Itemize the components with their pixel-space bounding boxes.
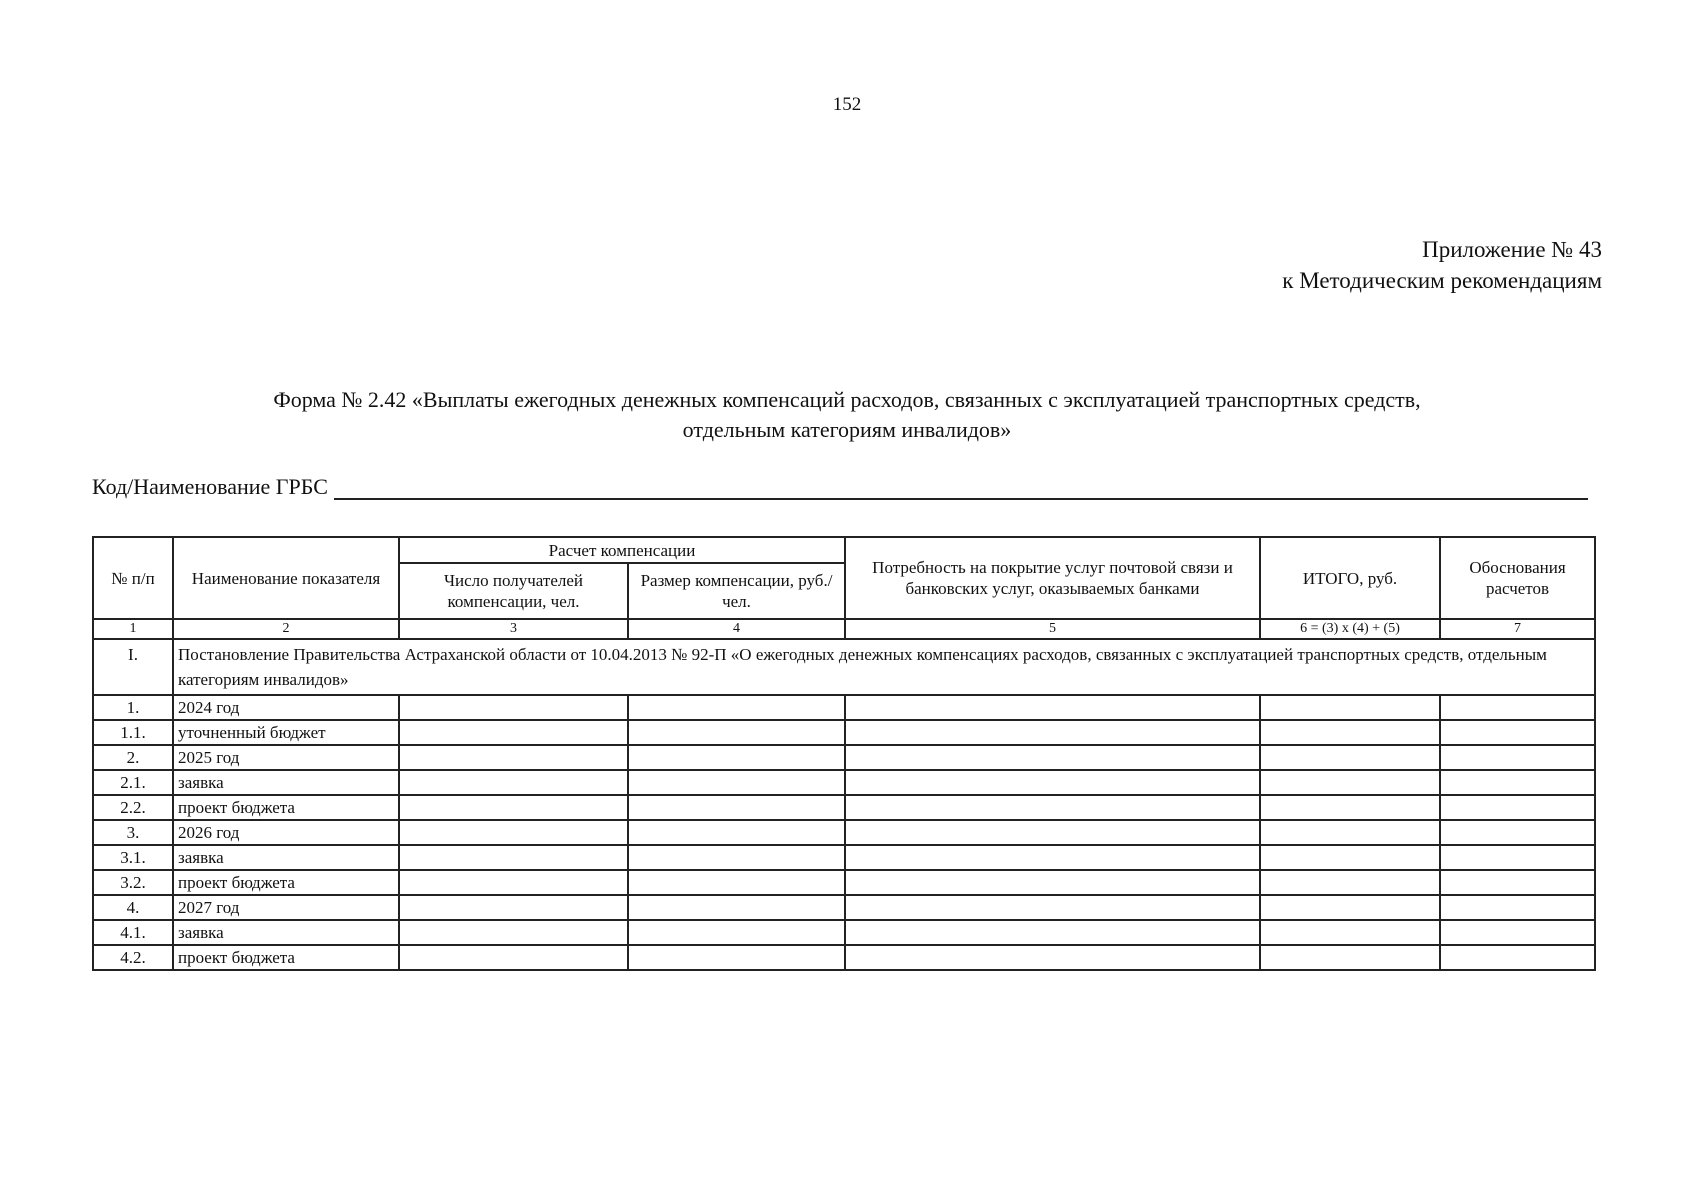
row-indicator-name: проект бюджета: [173, 945, 399, 970]
total-cell[interactable]: [1260, 870, 1440, 895]
table-row: [93, 945, 1595, 970]
grbs-field: [92, 474, 1588, 500]
table-row: [93, 695, 1595, 720]
row-number: 3.: [93, 820, 173, 845]
row-number: 1.: [93, 695, 173, 720]
recipients-cell[interactable]: [399, 945, 628, 970]
form-title-line-2: отдельным категориям инвалидов»: [682, 417, 1012, 442]
justification-cell[interactable]: [1440, 895, 1595, 920]
total-cell[interactable]: [1260, 920, 1440, 945]
row-number: 4.2.: [93, 945, 173, 970]
appendix-line-1: Приложение № 43: [1422, 237, 1602, 262]
page-number: 152: [832, 94, 862, 115]
table-row: [93, 795, 1595, 820]
row-number: 1.1.: [93, 720, 173, 745]
need-cell[interactable]: [845, 770, 1260, 795]
appendix-reference: [1282, 234, 1602, 296]
recipients-cell[interactable]: [399, 720, 628, 745]
row-number: 3.1.: [93, 845, 173, 870]
need-cell[interactable]: [845, 945, 1260, 970]
need-cell[interactable]: [845, 745, 1260, 770]
amount-cell[interactable]: [628, 720, 845, 745]
table-row: [93, 920, 1595, 945]
header-amount: Размер компенсации, руб./чел.: [628, 563, 845, 619]
amount-cell[interactable]: [628, 870, 845, 895]
justification-cell[interactable]: [1440, 720, 1595, 745]
data-rows: [93, 695, 1595, 970]
recipients-cell[interactable]: [399, 695, 628, 720]
total-cell[interactable]: [1260, 695, 1440, 720]
row-number: 2.1.: [93, 770, 173, 795]
header-total: ИТОГО, руб.: [1260, 537, 1440, 619]
header-calc-group: Расчет компенсации: [399, 537, 845, 563]
justification-cell[interactable]: [1440, 845, 1595, 870]
amount-cell[interactable]: [628, 795, 845, 820]
justification-cell[interactable]: [1440, 795, 1595, 820]
amount-cell[interactable]: [628, 945, 845, 970]
column-number: 1: [93, 619, 173, 639]
section-number: I.: [93, 639, 173, 695]
table-header: [93, 537, 1595, 619]
header-justification: Обоснования расчетов: [1440, 537, 1595, 619]
need-cell[interactable]: [845, 795, 1260, 820]
column-number: 3: [399, 619, 628, 639]
row-indicator-name: 2026 год: [173, 820, 399, 845]
header-need: Потребность на покрытие услуг почтовой связи и банковских услуг, оказываемых банками: [845, 537, 1260, 619]
table-row: [93, 770, 1595, 795]
row-indicator-name: 2027 год: [173, 895, 399, 920]
table-row: [93, 820, 1595, 845]
need-cell[interactable]: [845, 720, 1260, 745]
section-title: Постановление Правительства Астраханской области от 10.04.2013 № 92-П «О ежегодных денежных компенсациях расходов, связанных с эксплуатацией транспортных средств, отдельным категориям инвалидов»: [173, 639, 1595, 695]
grbs-label: Код/Наименование ГРБС: [92, 474, 328, 499]
row-indicator-name: 2025 год: [173, 745, 399, 770]
row-indicator-name: заявка: [173, 920, 399, 945]
row-indicator-name: 2024 год: [173, 695, 399, 720]
row-number: 3.2.: [93, 870, 173, 895]
column-number-row: [93, 619, 1595, 639]
justification-cell[interactable]: [1440, 820, 1595, 845]
column-number: 6 = (3) x (4) + (5): [1260, 619, 1440, 639]
header-recipients: Число получателей компенсации, чел.: [399, 563, 628, 619]
amount-cell[interactable]: [628, 745, 845, 770]
table-body: [93, 619, 1595, 695]
recipients-cell[interactable]: [399, 820, 628, 845]
need-cell[interactable]: [845, 845, 1260, 870]
amount-cell[interactable]: [628, 695, 845, 720]
need-cell[interactable]: [845, 820, 1260, 845]
table-row: [93, 895, 1595, 920]
recipients-cell[interactable]: [399, 745, 628, 770]
row-number: 4.1.: [93, 920, 173, 945]
total-cell[interactable]: [1260, 820, 1440, 845]
row-number: 4.: [93, 895, 173, 920]
need-cell[interactable]: [845, 695, 1260, 720]
recipients-cell[interactable]: [399, 845, 628, 870]
total-cell[interactable]: [1260, 770, 1440, 795]
section-row: [93, 639, 1595, 695]
recipients-cell[interactable]: [399, 920, 628, 945]
recipients-cell[interactable]: [399, 795, 628, 820]
table-row: [93, 745, 1595, 770]
justification-cell[interactable]: [1440, 770, 1595, 795]
appendix-line-2: к Методическим рекомендациям: [1282, 268, 1602, 293]
justification-cell[interactable]: [1440, 695, 1595, 720]
row-indicator-name: уточненный бюджет: [173, 720, 399, 745]
amount-cell[interactable]: [628, 770, 845, 795]
row-indicator-name: заявка: [173, 770, 399, 795]
justification-cell[interactable]: [1440, 870, 1595, 895]
recipients-cell[interactable]: [399, 770, 628, 795]
need-cell[interactable]: [845, 870, 1260, 895]
amount-cell[interactable]: [628, 920, 845, 945]
justification-cell[interactable]: [1440, 745, 1595, 770]
total-cell[interactable]: [1260, 945, 1440, 970]
need-cell[interactable]: [845, 895, 1260, 920]
amount-cell[interactable]: [628, 895, 845, 920]
total-cell[interactable]: [1260, 845, 1440, 870]
justification-cell[interactable]: [1440, 945, 1595, 970]
amount-cell[interactable]: [628, 820, 845, 845]
total-cell[interactable]: [1260, 720, 1440, 745]
row-indicator-name: заявка: [173, 845, 399, 870]
table-row: [93, 720, 1595, 745]
recipients-cell[interactable]: [399, 895, 628, 920]
table-row: [93, 870, 1595, 895]
table-row: [93, 845, 1595, 870]
recipients-cell[interactable]: [399, 870, 628, 895]
form-table: [92, 536, 1596, 971]
form-title-line-1: Форма № 2.42 «Выплаты ежегодных денежных компенсаций расходов, связанных с эксплуатацией транспортных средств,: [273, 387, 1421, 412]
column-number: 2: [173, 619, 399, 639]
column-number: 7: [1440, 619, 1595, 639]
header-name: Наименование показателя: [173, 537, 399, 619]
total-cell[interactable]: [1260, 795, 1440, 820]
column-number: 4: [628, 619, 845, 639]
row-indicator-name: проект бюджета: [173, 870, 399, 895]
column-number: 5: [845, 619, 1260, 639]
row-number: 2.: [93, 745, 173, 770]
need-cell[interactable]: [845, 920, 1260, 945]
row-indicator-name: проект бюджета: [173, 795, 399, 820]
total-cell[interactable]: [1260, 745, 1440, 770]
total-cell[interactable]: [1260, 895, 1440, 920]
row-number: 2.2.: [93, 795, 173, 820]
form-title: [120, 385, 1574, 445]
amount-cell[interactable]: [628, 845, 845, 870]
grbs-fill-line[interactable]: [334, 474, 1588, 500]
justification-cell[interactable]: [1440, 920, 1595, 945]
header-no: № п/п: [93, 537, 173, 619]
